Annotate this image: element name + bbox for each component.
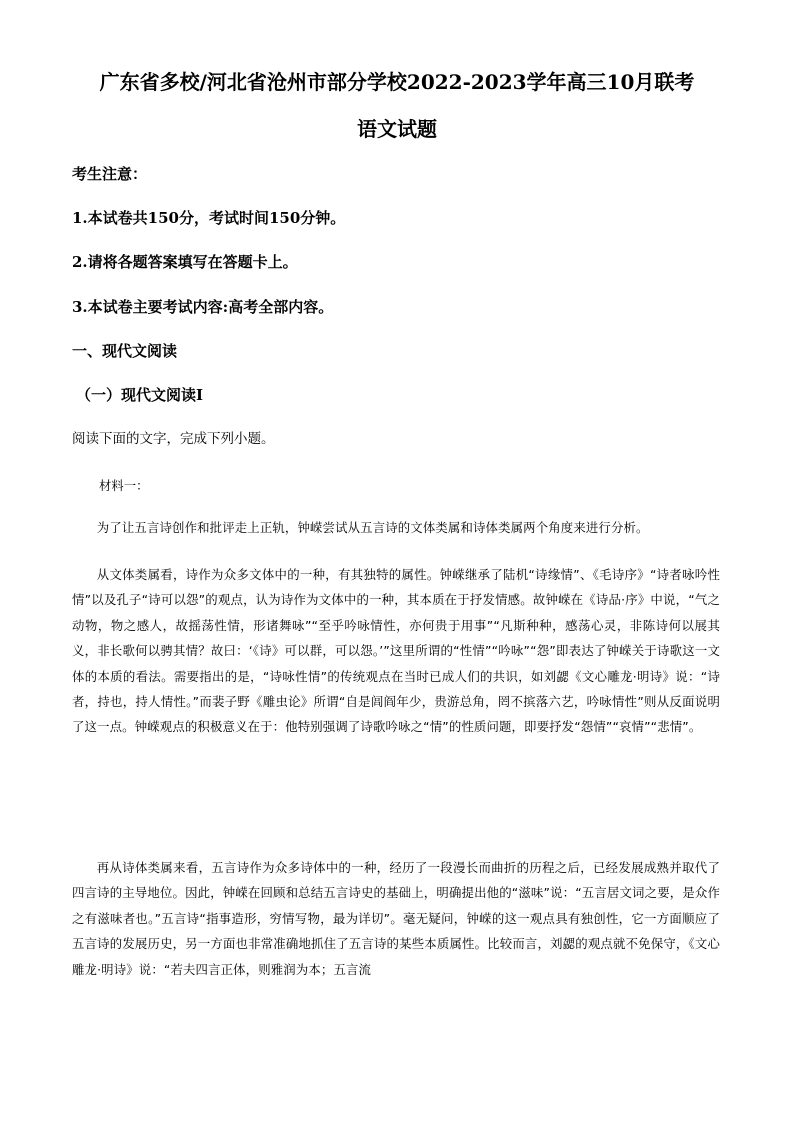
notice-item-2: 2.请将各题答案填写在答题卡上。 (72, 253, 298, 271)
exam-subject-title: 语文试题 (357, 117, 437, 141)
section-heading: 一、现代文阅读 (72, 342, 178, 360)
material-paragraph-3: 再从诗体类属来看，五言诗作为众多诗体中的一种，经历了一段漫长而曲折的历程之后，已经发展成熟并取代了四言诗的主导地位。因此，钟嵘在回顾和总结五言诗史的基础上，明确提出他的“滋味”说：“五言居文词之要，是众作之有滋味者也。”五言诗“指事造形，穷情写物，最为详切”。毫无疑问，钟嵘的这一观点具有独创性，它一方面顺应了五言诗的发展历史，另一方面也非常准确地抓住了五言诗的某些本质属性。比较而言，刘勰的观点就不免保守，《文心雕龙·明诗》说：“若夫四言正体，则雅润为本；五言流 (72, 860, 720, 977)
reading-instruction: 阅读下面的文字，完成下列小题。 (72, 431, 275, 447)
notice-item-3: 3.本试卷主要考试内容:高考全部内容。 (72, 298, 334, 316)
material-paragraph-1: 为了让五言诗创作和批评走上正轨，钟嵘尝试从五言诗的文体类属和诗体类属两个角度来进行分析。 (96, 520, 649, 535)
section-subheading: （一）现代文阅读Ⅰ (76, 386, 204, 404)
exam-title: 广东省多校/河北省沧州市部分学校2022-2023学年高三10月联考 (99, 70, 695, 94)
material-label: 材料一： (99, 478, 149, 493)
notice-item-1: 1.本试卷共150分，考试时间150分钟。 (72, 209, 346, 227)
material-paragraph-2: 从文体类属看，诗作为众多文体中的一种，有其独特的属性。钟嵘继承了陆机“诗缘情”、《毛诗序》“诗者咏吟性情”以及孔子“诗可以怨”的观点，认为诗作为文体中的一种，其本质在于抒发情感。故钟嵘在《诗品·序》中说，“气之动物，物之感人，故摇荡性情，形诸舞咏”“至乎吟咏情性，亦何贵于用事”“凡斯种种，感荡心灵，非陈诗何以展其义，非长歌何以骋其情？故曰：‘《诗》可以群，可以怨。’”这里所谓的“性情”“吟咏”“怨”即表达了钟嵘关于诗歌这一文体的本质的看法。需要指出的是，“诗咏性情”的传统观点在当时已成人们的共识，如刘勰《文心雕龙·明诗》说：“诗者，持也，持人情性。”而裴子野《雕虫论》所谓“自是闾阎年少，贵游总角，罔不摈落六艺，吟咏情性”则从反面说明了这一点。钟嵘观点的积极意义在于：他特别强调了诗歌吟咏之“情”的性质问题，即要抒发“怨情”“哀情”“悲情”。 (72, 567, 720, 735)
notice-heading: 考生注意： (72, 165, 148, 183)
